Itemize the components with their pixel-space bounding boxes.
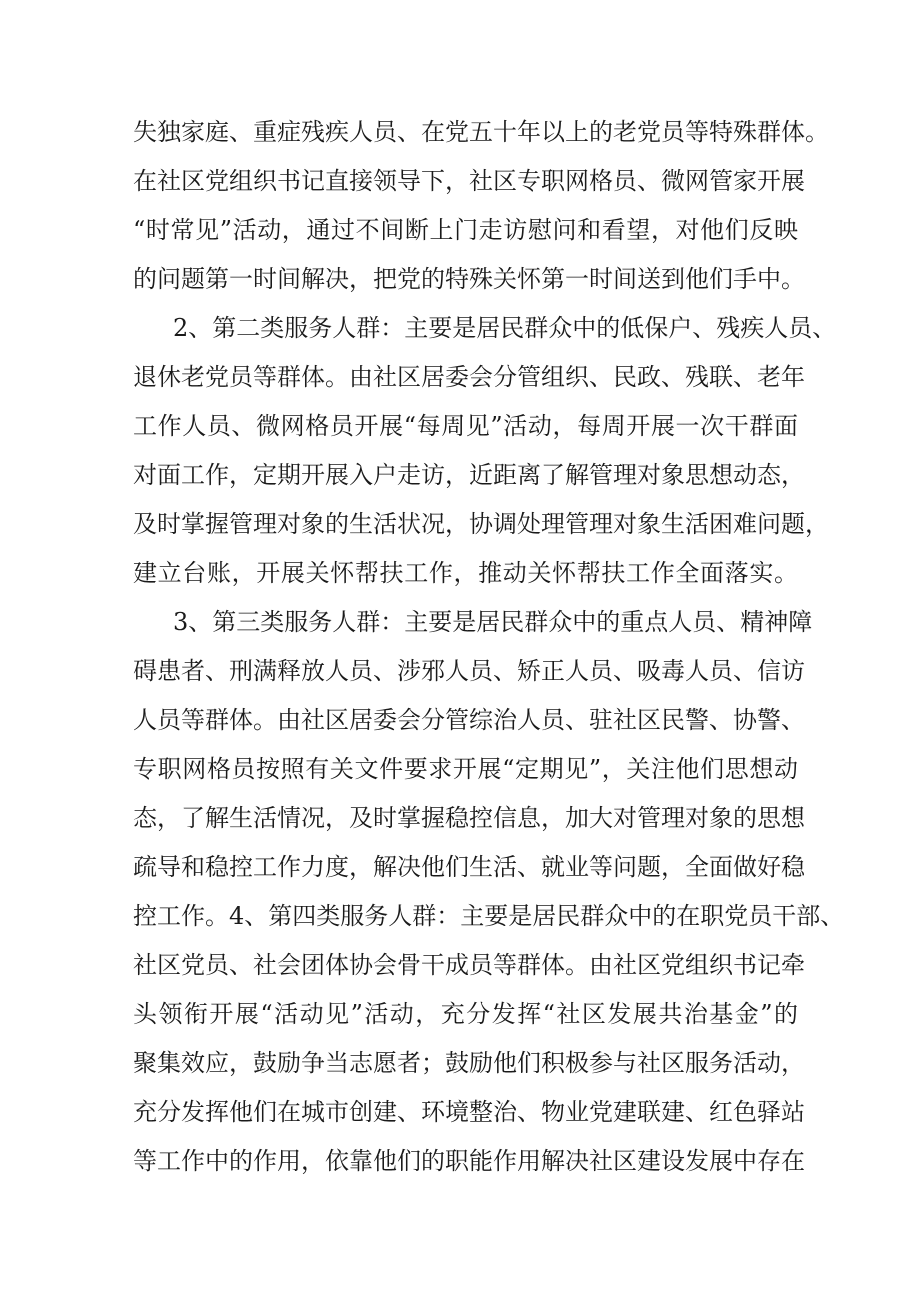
text-line-16: 疏导和稳控工作力度，解决他们生活、就业等问题，全面做好稳 bbox=[133, 853, 805, 881]
text-line-12: 碍患者、刑满释放人员、涉邪人员、矫正人员、吸毒人员、信访 bbox=[133, 657, 805, 685]
text-line-9: 及时掌握管理对象的生活状况，协调处理管理对象生活困难问题， bbox=[133, 510, 829, 538]
text-line-15: 态，了解生活情况，及时掌握稳控信息，加大对管理对象的思想 bbox=[133, 804, 805, 832]
text-line-21: 充分发挥他们在城市创建、环境整治、物业党建联建、红色驿站 bbox=[133, 1098, 805, 1126]
text-line-20: 聚集效应，鼓励争当志愿者；鼓励他们积极参与社区服务活动， bbox=[133, 1049, 805, 1077]
text-line-13: 人员等群体。由社区居委会分管综治人员、驻社区民警、协警、 bbox=[133, 706, 805, 734]
text-line-5: 2、第二类服务人群：主要是居民群众中的低保户、残疾人员、 bbox=[173, 314, 837, 342]
text-line-19: 头领衔开展“活动见”活动，充分发挥“社区发展共治基金”的 bbox=[133, 1000, 798, 1028]
text-line-3: “时常见”活动，通过不间断上门走访慰问和看望，对他们反映 bbox=[133, 216, 798, 244]
text-line-7: 工作人员、微网格员开展“每周见”活动，每周开展一次干群面 bbox=[133, 412, 798, 440]
text-line-14: 专职网格员按照有关文件要求开展“定期见”，关注他们思想动 bbox=[133, 755, 798, 783]
text-line-2: 在社区党组织书记直接领导下，社区专职网格员、微网管家开展 bbox=[133, 167, 805, 195]
text-line-11: 3、第三类服务人群：主要是居民群众中的重点人员、精神障 bbox=[173, 608, 813, 636]
text-line-6: 退休老党员等群体。由社区居委会分管组织、民政、残联、老年 bbox=[133, 363, 805, 391]
text-line-1: 失独家庭、重症残疾人员、在党五十年以上的老党员等特殊群体。 bbox=[133, 118, 829, 146]
body-text bbox=[133, 108, 845, 1186]
text-line-8: 对面工作，定期开展入户走访，近距离了解管理对象思想动态， bbox=[133, 461, 805, 489]
text-line-17: 控工作。4、第四类服务人群：主要是居民群众中的在职党员干部、 bbox=[133, 902, 845, 930]
text-line-10: 建立台账，开展关怀帮扶工作，推动关怀帮扶工作全面落实。 bbox=[133, 559, 798, 587]
text-line-18: 社区党员、社会团体协会骨干成员等群体。由社区党组织书记牵 bbox=[133, 951, 805, 979]
text-line-22: 等工作中的作用，依靠他们的职能作用解决社区建设发展中存在 bbox=[133, 1147, 805, 1175]
text-line-4: 的问题第一时间解决，把党的特殊关怀第一时间送到他们手中。 bbox=[133, 265, 805, 293]
